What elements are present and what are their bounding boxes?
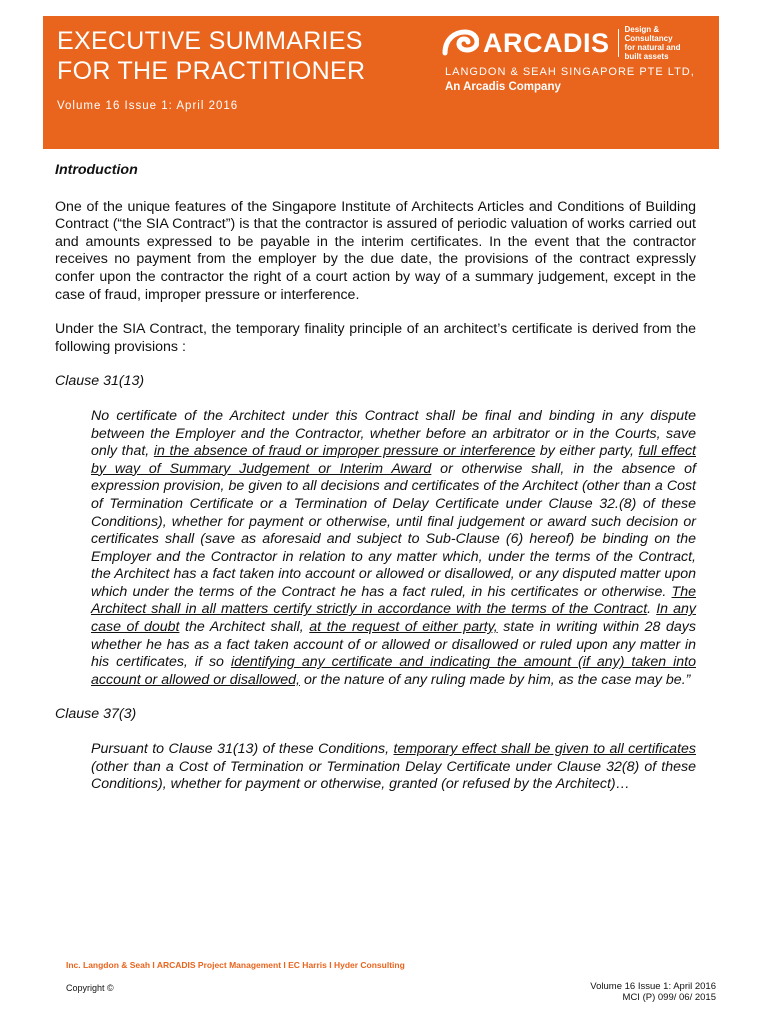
- logo-tagline-line-2: for natural and: [624, 43, 681, 52]
- footer-companies: Inc. Langdon & Seah I ARCADIS Project Management I EC Harris I Hyder Consulting: [66, 960, 405, 970]
- clause-text-segment: No certificate of the Architect under this Contract shall be final and binding in any dispute between the Employer and the Contractor, whether before an arbitrator or in the Courts, save only that,: [91, 407, 696, 460]
- volume-label: Volume 16 Issue 1: April 2016: [57, 100, 239, 112]
- section-heading: Introduction: [55, 162, 138, 178]
- company-name: LANGDON & SEAH SINGAPORE PTE LTD,: [445, 66, 695, 78]
- footer-volume: Volume 16 Issue 1: April 2016: [590, 981, 716, 992]
- clause-37-3-text: [91, 741, 696, 794]
- intro-paragraph: One of the unique features of the Singapore Institute of Architects Articles and Conditions of Building Contract (“the SIA Contract”) is that the contractor is assured of periodic valuation of works carried out and amounts expressed to be payable in the interim certificates. In the event that the contractor receives no payment from the employer by the due date, the provisions of the contract expressly confer upon the contractor the right of a court action by way of a summary judgement, except in the case of fraud, improper pressure or interference.: [55, 198, 696, 303]
- clause-text-segment: (other than a Cost of Termination or Termination Delay Certificate under Clause 32(8) of these Conditions), whether for payment or otherwise, granted (or refused by the Architect)…: [91, 758, 696, 793]
- clause-underlined-segment: The Architect shall in all matters certify strictly in accordance with the terms of the Contract: [91, 583, 696, 618]
- clause-text-segment: by either party,: [535, 443, 639, 460]
- footer-mci: MCI (P) 099/ 06/ 2015: [622, 992, 716, 1003]
- company-subtitle: An Arcadis Company: [445, 81, 561, 93]
- clause-text-segment: state in writing within 28 days whether he has as a fact taken account of or allowed or disallowed or ruled upon any matter in his certificates, if so: [91, 619, 696, 671]
- clause-underlined-segment: full effect by way of Summary Judgement or Interim Award: [91, 443, 696, 477]
- logo-wordmark: ARCADIS: [483, 27, 610, 58]
- clause-text-segment: Pursuant to Clause 31(13) of these Conditions,: [91, 741, 394, 758]
- logo-divider: [618, 29, 619, 57]
- clause-underlined-segment: In any case of doubt: [91, 601, 696, 636]
- title-line-1: EXECUTIVE SUMMARIES: [57, 27, 363, 55]
- header-banner: [43, 16, 719, 149]
- document-title: [57, 26, 365, 86]
- clause-text-segment: the Architect shall,: [179, 619, 310, 636]
- clause-text-segment: .: [647, 601, 657, 618]
- clause-underlined-segment: temporary effect shall be given to all certificates: [393, 741, 696, 758]
- clause-text-segment: or the nature of any ruling made by him, as the case may be.”: [300, 671, 691, 688]
- clause-underlined-segment: at the request of either party,: [309, 619, 498, 636]
- footer-copyright: Copyright ©: [66, 983, 114, 993]
- clause-text-segment: or otherwise shall, in the absence of expression provision, be given to all decisions and certificates of the Architect (other than a Cost of Termination Certificate or a Termination of Delay Certificate under Clause 32.(8) of these Conditions), whether for payment or otherwise, until final judgement or award such decision or certificates shall (save as aforesaid and subject to Sub-Clause (6) hereof) be binding on the Employer and the Contractor in relation to any matter which, under the terms of the Contract, the Architect has a fact taken into account or allowed or disallowed, or any disputed matter upon which under the terms of the Contract he has a fact ruled, in his certificates or otherwise.: [91, 460, 696, 600]
- clause-31-13-text: [91, 408, 696, 690]
- logo-tagline-line-3: built assets: [624, 52, 669, 61]
- arcadis-logo: [441, 25, 707, 61]
- arcadis-logo-icon: [441, 29, 479, 57]
- clause-underlined-segment: identifying any certificate and indicating the amount (if any) taken into account or allowed or disallowed,: [91, 654, 696, 688]
- footer-issue-info: [590, 981, 716, 1003]
- logo-tagline: [625, 25, 707, 61]
- principle-paragraph: Under the SIA Contract, the temporary finality principle of an architect’s certificate is derived from the following provisions :: [55, 321, 696, 355]
- logo-tagline-line-1: Design & Consultancy: [624, 25, 673, 43]
- clause-31-13-label: Clause 31(13): [55, 373, 145, 390]
- clause-underlined-segment: in the absence of fraud or improper pressure or interference: [153, 443, 536, 460]
- document-body: [55, 162, 696, 811]
- clause-37-3-label: Clause 37(3): [55, 706, 137, 723]
- title-line-2: FOR THE PRACTITIONER: [57, 57, 366, 85]
